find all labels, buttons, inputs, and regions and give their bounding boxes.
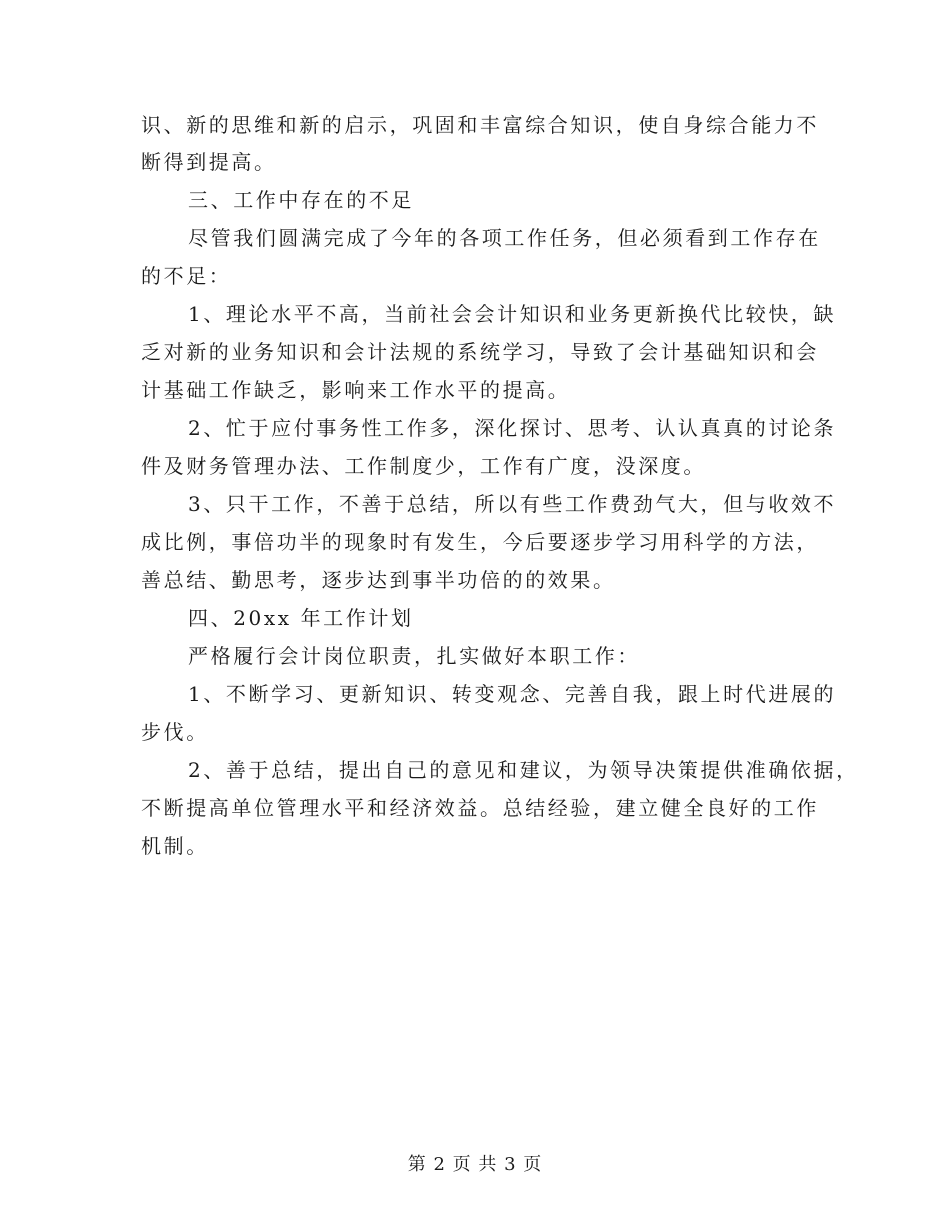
list-item-start: 1、不断学习、更新知识、转变观念、完善自我，跟上时代进展的 — [188, 682, 837, 706]
list-item-start: 2、忙于应付事务性工作多，深化探讨、思考、认认真真的讨论条 — [188, 416, 837, 440]
section-heading: 三、工作中存在的不足 — [188, 188, 414, 212]
text-line: 不断提高单位管理水平和经济效益。总结经验，建立健全良好的工作 — [141, 796, 819, 820]
paragraph-start: 尽管我们圆满完成了今年的各项工作任务，但必须看到工作存在 — [188, 226, 821, 250]
text-line: 计基础工作缺乏，影响来工作水平的提高。 — [141, 378, 571, 402]
page-footer: 第 2 页 共 3 页 — [407, 1154, 543, 1175]
text-line: 件及财务管理办法、工作制度少，工作有广度，没深度。 — [141, 454, 706, 478]
text-line: 断得到提高。 — [141, 150, 277, 174]
text-line: 步伐。 — [141, 720, 209, 744]
list-item-start: 2、善于总结，提出自己的意见和建议，为领导决策提供准确依据， — [188, 758, 859, 782]
text-line: 的不足： — [141, 264, 232, 288]
paragraph-start: 严格履行会计岗位职责，扎实做好本职工作： — [188, 644, 640, 668]
text-line: 成比例，事倍功半的现象时有发生，今后要逐步学习用科学的方法， — [141, 530, 819, 554]
text-line: 机制。 — [141, 834, 209, 858]
list-item-start: 1、理论水平不高，当前社会会计知识和业务更新换代比较快，缺 — [188, 302, 837, 326]
text-line: 乏对新的业务知识和会计法规的系统学习，导致了会计基础知识和会 — [141, 340, 819, 364]
section-heading: 四、20xx 年工作计划 — [188, 606, 414, 630]
text-line: 识、新的思维和新的启示，巩固和丰富综合知识，使自身综合能力不 — [141, 113, 819, 137]
text-line: 善总结、勤思考，逐步达到事半功倍的的效果。 — [141, 568, 616, 592]
list-item-start: 3、只干工作，不善于总结，所以有些工作费劲气大，但与收效不 — [188, 492, 837, 516]
